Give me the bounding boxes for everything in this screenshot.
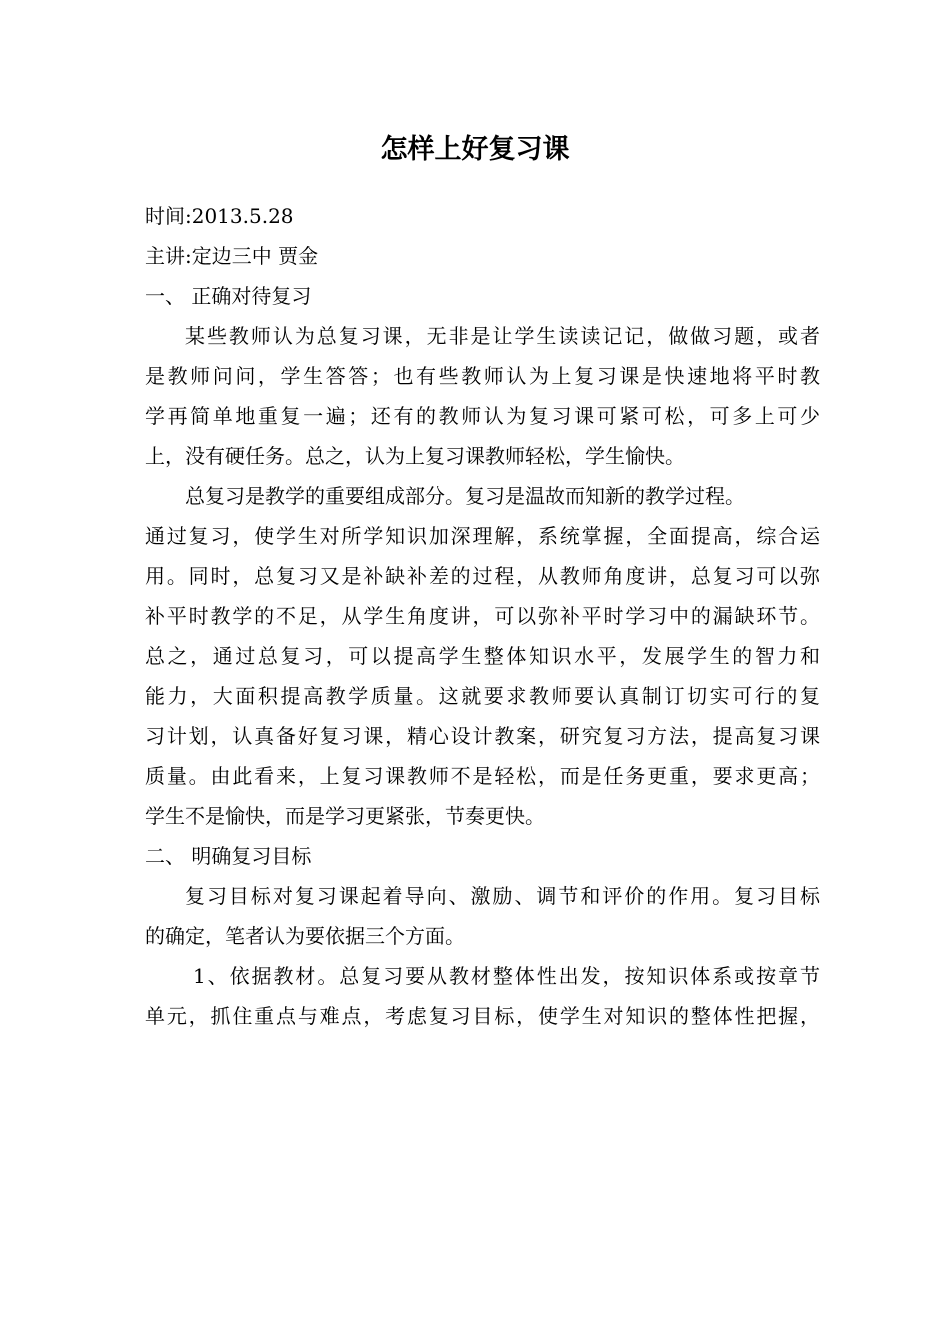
document-title: 怎样上好复习课 <box>380 134 570 165</box>
section-1-paragraph-2 <box>145 476 820 836</box>
paragraph-line: 总复习是教学的重要组成部分。复习是温故而知新的教学过程。 <box>185 484 745 508</box>
paragraph-line: 习计划，认真备好复习课，精心设计教案，研究复习方法，提高复习课 <box>145 724 820 748</box>
section-2-paragraph-1 <box>145 876 820 956</box>
paragraph-line: 用。同时，总复习又是补缺补差的过程，从教师角度讲，总复习可以弥 <box>145 564 820 588</box>
meta-time: 时间:2013.5.28 <box>145 204 294 228</box>
paragraph-line: 复习目标对复习课起着导向、激励、调节和评价的作用。复习目标 <box>185 884 820 908</box>
section-2-heading-wrap <box>145 836 820 876</box>
paragraph-line: 质量。由此看来，上复习课教师不是轻松，而是任务更重，要求更高； <box>145 764 820 788</box>
section-1-heading: 一、 正确对待复习 <box>145 284 312 308</box>
section-2-heading: 二、 明确复习目标 <box>145 844 312 868</box>
meta-speaker: 主讲:定边三中 贾金 <box>145 244 319 268</box>
paragraph-line: 学再简单地重复一遍；还有的教师认为复习课可紧可松，可多上可少 <box>145 404 820 428</box>
paragraph-line: 补平时教学的不足，从学生角度讲，可以弥补平时学习中的漏缺环节。 <box>145 604 820 628</box>
paragraph-line: 是教师问问，学生答答；也有些教师认为上复习课是快速地将平时教 <box>145 364 820 388</box>
section-1-paragraph-1 <box>145 316 820 476</box>
paragraph-line: 通过复习，使学生对所学知识加深理解，系统掌握，全面提高，综合运 <box>145 524 820 548</box>
section-1-heading-wrap <box>145 276 820 316</box>
paragraph-line: 总之，通过总复习，可以提高学生整体知识水平，发展学生的智力和 <box>145 644 820 668</box>
document-meta <box>145 196 820 276</box>
paragraph-line: 学生不是愉快，而是学习更紧张，节奏更快。 <box>145 804 545 828</box>
paragraph-line: 单元，抓住重点与难点，考虑复习目标，使学生对知识的整体性把握， <box>145 1004 820 1028</box>
paragraph-line: 上，没有硬任务。总之，认为上复习课教师轻松，学生愉快。 <box>145 444 685 468</box>
paragraph-line: 的确定，笔者认为要依据三个方面。 <box>145 924 465 948</box>
paragraph-line: 能力，大面积提高教学质量。这就要求教师要认真制订切实可行的复 <box>145 684 820 708</box>
document-body <box>145 196 820 1036</box>
paragraph-line: 某些教师认为总复习课，无非是让学生读读记记，做做习题，或者 <box>185 324 820 348</box>
paragraph-line: 1、依据教材。总复习要从教材整体性出发，按知识体系或按章节 <box>193 964 820 988</box>
section-2-paragraph-2 <box>145 956 820 1036</box>
